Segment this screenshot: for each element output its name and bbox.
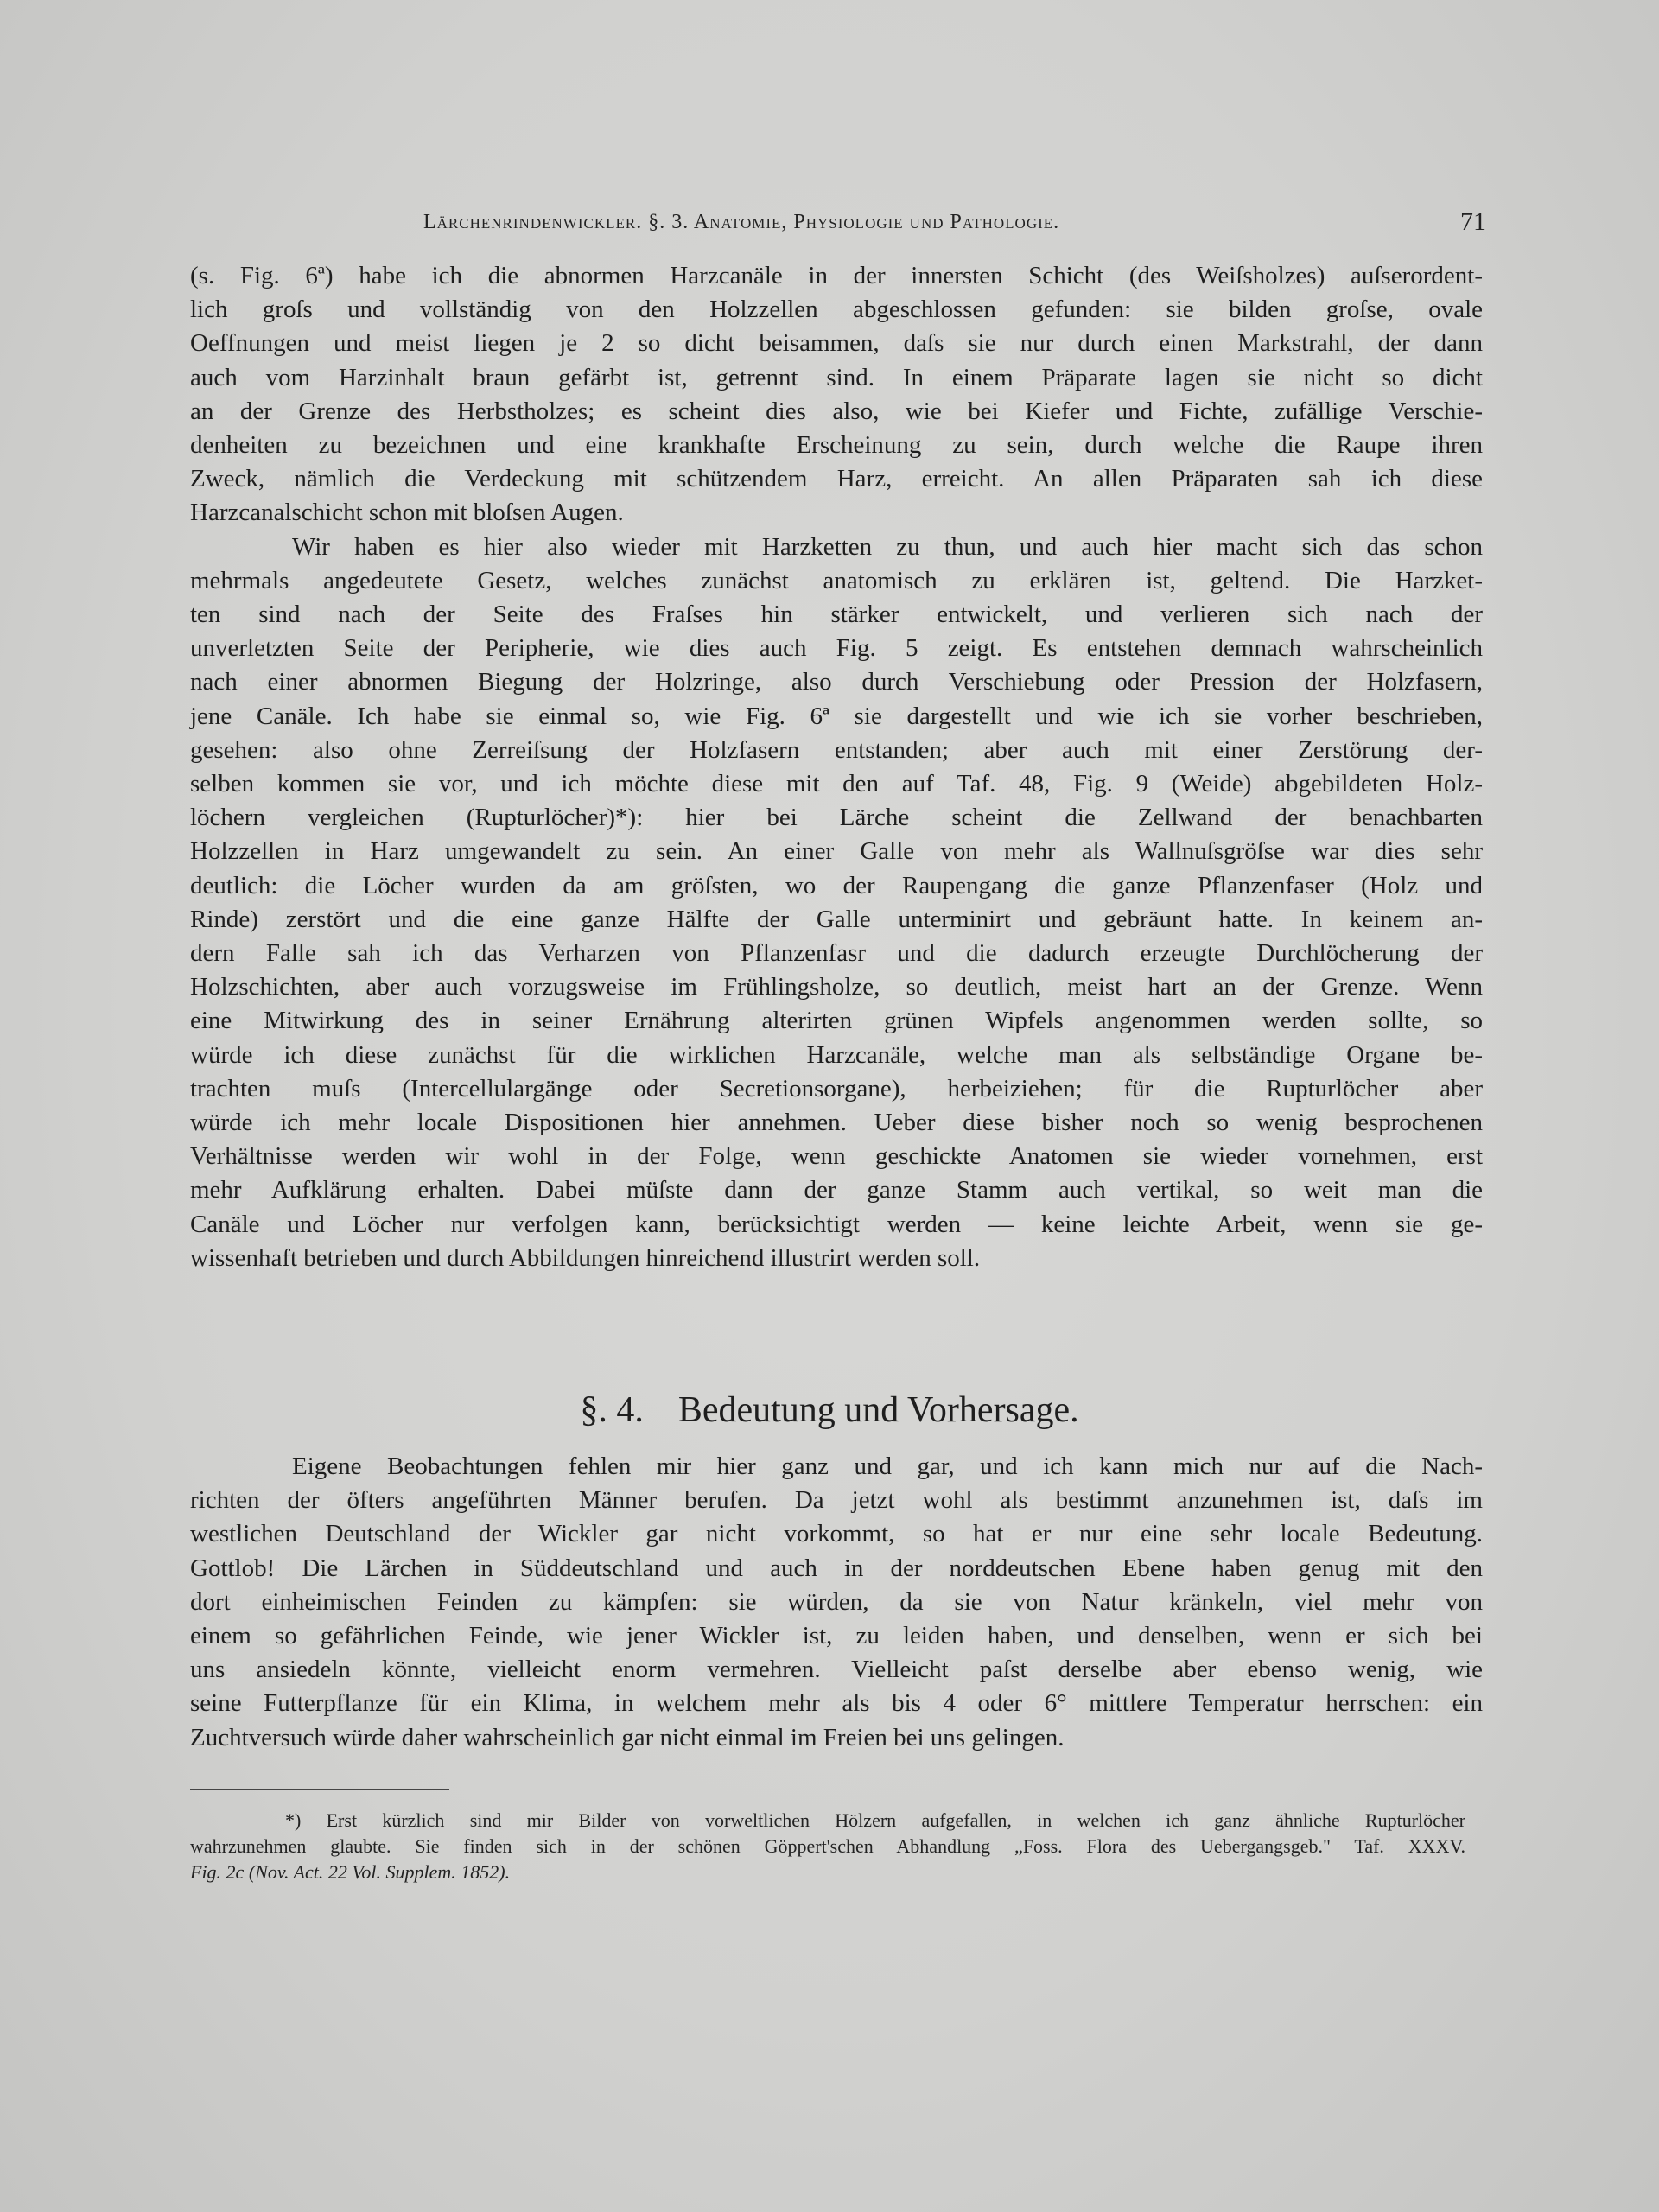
text-line: denheiten zu bezeichnen und eine krankhafte Erscheinung zu sein, durch welche die Raupe ihren xyxy=(190,431,1483,460)
page-header xyxy=(190,206,1486,240)
text-line: Holzschichten, aber auch vorzugsweise im Frühlingsholze, so deutlich, meist hart an der Grenze. Wenn xyxy=(190,973,1483,1001)
text-line: einem so gefährlichen Feinde, wie jener Wickler ist, zu leiden haben, und denselben, wenn er sich bei xyxy=(190,1622,1483,1650)
text-line: ten sind nach der Seite des Fraſses hin stärker entwickelt, und verlieren sich nach der xyxy=(190,601,1483,629)
text-line: gesehen: also ohne Zerreiſsung der Holzfasern entstanden; aber auch mit einer Zerstörung der- xyxy=(190,735,1483,764)
text-line: dort einheimischen Feinden zu kämpfen: sie würden, da sie von Natur kränkeln, viel mehr von xyxy=(190,1587,1483,1616)
text-line: Holzzellen in Harz umgewandelt zu sein. An einer Galle von mehr als Wallnuſsgröſse war dies sehr xyxy=(190,837,1483,866)
running-title: Lärchenrindenwickler. §. 3. Anatomie, Physiologie und Pathologie. xyxy=(423,211,1060,233)
section-number: §. 4. xyxy=(580,1390,644,1430)
text-line: mehrmals angedeutete Gesetz, welches zunächst anatomisch zu erklären ist, geltend. Die Harzket- xyxy=(190,566,1483,594)
text-line: unverletzten Seite der Peripherie, wie dies auch Fig. 5 zeigt. Es entstehen demnach wahrscheinlich xyxy=(190,634,1483,663)
text-line: würde ich mehr locale Dispositionen hier annehmen. Ueber diese bisher noch so wenig besprochenen xyxy=(190,1109,1483,1137)
text-line: Gottlob! Die Lärchen in Süddeutschland und auch in der norddeutschen Ebene haben genug mit den xyxy=(190,1554,1483,1582)
text-line: löchern vergleichen (Rupturlöcher)*): hier bei Lärche scheint die Zellwand der benachbarten xyxy=(190,804,1483,832)
footnote-line: *) Erst kürzlich sind mir Bilder von vorweltlichen Hölzern aufgefallen, in welchen ich ganz ähnliche Rupturlöcher xyxy=(285,1809,1465,1831)
text-line: selben kommen sie vor, und ich möchte diese mit den auf Taf. 48, Fig. 9 (Weide) abgebildeten Holz- xyxy=(190,770,1483,798)
text-line: (s. Fig. 6ª) habe ich die abnormen Harzcanäle in der innersten Schicht (des Weiſsholzes) auſserordent- xyxy=(190,262,1483,289)
text-line: richten der öfters angeführten Männer berufen. Da jetzt wohl als bestimmt anzunehmen ist, daſs im xyxy=(190,1486,1483,1515)
text-line: Wir haben es hier also wieder mit Harzketten zu thun, und auch hier macht sich das schon xyxy=(292,532,1483,561)
text-line: auch vom Harzinhalt braun gefärbt ist, getrennt sind. In einem Präparate lagen sie nicht so dicht xyxy=(190,363,1483,391)
text-line: deutlich: die Löcher wurden da am gröſsten, wo der Raupengang die ganze Pflanzenfaser (Holz und xyxy=(190,871,1483,899)
text-line: Zweck, nämlich die Verdeckung mit schützendem Harz, erreicht. An allen Präparaten sah ich diese xyxy=(190,465,1483,493)
text-line: Verhältnisse werden wir wohl in der Folge, wenn geschickte Anatomen sie wieder vornehmen, erst xyxy=(190,1142,1483,1171)
text-line: Harzcanalschicht schon mit bloſsen Augen. xyxy=(190,499,624,527)
text-line: Rinde) zerstört und die eine ganze Hälfte der Galle unterminirt und gebräunt hatte. In keinem an- xyxy=(190,905,1483,933)
text-line: seine Futterpflanze für ein Klima, in welchem mehr als bis 4 oder 6° mittlere Temperatur herrschen: ein xyxy=(190,1689,1483,1718)
section-paragraph xyxy=(190,1450,1483,1755)
text-line: an der Grenze des Herbstholzes; es scheint dies also, wie bei Kiefer und Fichte, zufällige Verschie- xyxy=(190,397,1483,425)
page-number: 71 xyxy=(1460,207,1486,236)
footnote-divider xyxy=(190,1789,449,1790)
text-line: Canäle und Löcher nur verfolgen kann, berücksichtigt werden — keine leichte Arbeit, wenn sie ge- xyxy=(190,1210,1483,1238)
text-line: eine Mitwirkung des in seiner Ernährung alterirten grünen Wipfels angenommen werden sollte, so xyxy=(190,1007,1483,1035)
text-line: trachten muſs (Intercellulargänge oder Secretionsorgane), herbeiziehen; für die Rupturlöcher aber xyxy=(190,1074,1483,1103)
text-line: wissenhaft betrieben und durch Abbildungen hinreichend illustrirt werden soll. xyxy=(190,1243,981,1272)
text-line: Oeffnungen und meist liegen je 2 so dicht beisammen, daſs sie nur durch einen Markstrahl, der dann xyxy=(190,329,1483,358)
text-line: nach einer abnormen Biegung der Holzringe, also durch Verschiebung oder Pression der Holzfasern, xyxy=(190,668,1483,696)
text-line: mehr Aufklärung erhalten. Dabei müſste dann der ganze Stamm auch vertikal, so weit man die xyxy=(190,1176,1483,1205)
text-line: jene Canäle. Ich habe sie einmal so, wie Fig. 6ª sie dargestellt und wie ich sie vorher beschrieben, xyxy=(190,702,1483,730)
text-line: dern Falle sah ich das Verharzen von Pflanzenfasr und die dadurch erzeugte Durchlöcherung der xyxy=(190,939,1483,968)
section-title: Bedeutung und Vorhersage. xyxy=(677,1390,1079,1430)
text-line: westlichen Deutschland der Wickler gar nicht vorkommt, so hat er nur eine sehr locale Bedeutung. xyxy=(190,1520,1483,1548)
section-heading xyxy=(0,1389,1659,1431)
footnote-line: wahrzunehmen glaubte. Sie finden sich in der schönen Göppert'schen Abhandlung „Foss. Flora des Uebergangsgeb." Taf. XXXV. xyxy=(190,1835,1465,1857)
text-line: uns ansiedeln könnte, vielleicht enorm vermehren. Vielleicht paſst derselbe aber ebenso wenig, wie xyxy=(190,1656,1483,1684)
body-paragraphs xyxy=(190,259,1483,1275)
footnote-line: Fig. 2c (Nov. Act. 22 Vol. Supplem. 1852). xyxy=(190,1861,511,1883)
text-line: Zuchtversuch würde daher wahrscheinlich gar nicht einmal im Freien bei uns gelingen. xyxy=(190,1723,1065,1751)
footnote xyxy=(190,1808,1465,1885)
text-line: würde ich diese zunächst für die wirklichen Harzcanäle, welche man als selbständige Organe be- xyxy=(190,1040,1483,1069)
text-line: Eigene Beobachtungen fehlen mir hier ganz und gar, und ich kann mich nur auf die Nach- xyxy=(292,1452,1483,1480)
text-line: lich groſs und vollständig von den Holzzellen abgeschlossen gefunden: sie bilden groſse, ovale xyxy=(190,296,1483,324)
